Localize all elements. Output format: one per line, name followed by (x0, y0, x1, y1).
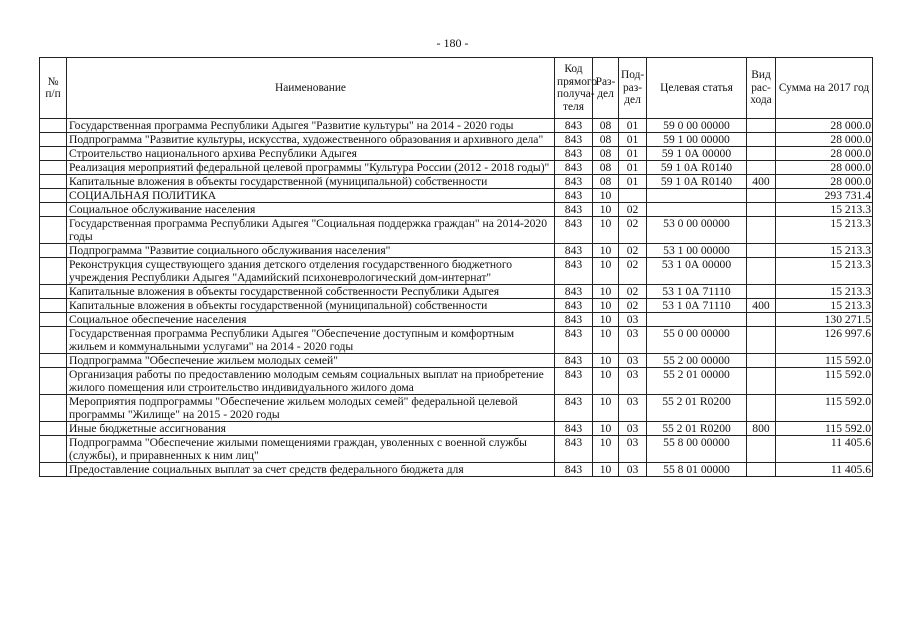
row-name: Мероприятия подпрограммы "Обеспечение жильем молодых семей" федеральной целевой программы "Жилище" на 2015 - 2020 годы (67, 395, 555, 422)
row-num (40, 133, 67, 147)
row-num (40, 147, 67, 161)
row-target: 55 2 01 R0200 (647, 395, 747, 422)
row-exp-type (747, 244, 776, 258)
row-section: 10 (593, 285, 619, 299)
row-name: Предоставление социальных выплат за счет средств федерального бюджета для (67, 463, 555, 477)
table-row (40, 161, 873, 175)
row-subsection: 03 (619, 327, 647, 354)
row-subsection: 01 (619, 147, 647, 161)
row-num (40, 422, 67, 436)
row-name: СОЦИАЛЬНАЯ ПОЛИТИКА (67, 189, 555, 203)
row-exp-type (747, 463, 776, 477)
row-sum: 130 271.5 (776, 313, 873, 327)
row-num (40, 299, 67, 313)
table-row (40, 313, 873, 327)
header-exp-type: Вид рас-хода (747, 58, 776, 119)
row-section: 10 (593, 327, 619, 354)
row-section: 10 (593, 299, 619, 313)
row-section: 10 (593, 217, 619, 244)
row-name: Реализация мероприятий федеральной целевой программы "Культура России (2012 - 2018 годы)" (67, 161, 555, 175)
row-exp-type (747, 436, 776, 463)
row-target (647, 313, 747, 327)
row-num (40, 258, 67, 285)
table-row (40, 327, 873, 354)
header-code: Код прямого получа-теля (555, 58, 593, 119)
header-sum: Сумма на 2017 год (776, 58, 873, 119)
row-target: 59 1 00 00000 (647, 133, 747, 147)
row-subsection: 02 (619, 203, 647, 217)
table-row (40, 258, 873, 285)
row-section: 08 (593, 147, 619, 161)
row-sum: 15 213.3 (776, 244, 873, 258)
row-sum: 115 592.0 (776, 368, 873, 395)
table-row (40, 463, 873, 477)
budget-table (39, 57, 873, 477)
table-row (40, 395, 873, 422)
row-section: 10 (593, 422, 619, 436)
row-subsection: 03 (619, 463, 647, 477)
row-exp-type (747, 119, 776, 133)
row-name: Иные бюджетные ассигнования (67, 422, 555, 436)
row-code: 843 (555, 119, 593, 133)
row-section: 08 (593, 161, 619, 175)
row-exp-type (747, 285, 776, 299)
row-code: 843 (555, 189, 593, 203)
header-target: Целевая статья (647, 58, 747, 119)
row-num (40, 217, 67, 244)
table-row (40, 189, 873, 203)
row-name: Организация работы по предоставлению молодым семьям социальных выплат на приобретение жилого помещения или строительство индивидуального жилого дома (67, 368, 555, 395)
row-num (40, 354, 67, 368)
row-exp-type (747, 203, 776, 217)
row-code: 843 (555, 422, 593, 436)
row-code: 843 (555, 203, 593, 217)
row-name: Реконструкция существующего здания детского отделения государственного бюджетного учреждения Республики Адыгея "Адамийский психоневрологический дом-интернат" (67, 258, 555, 285)
row-exp-type: 400 (747, 175, 776, 189)
row-section: 10 (593, 313, 619, 327)
table-row (40, 133, 873, 147)
row-subsection: 03 (619, 313, 647, 327)
row-target: 55 2 01 R0200 (647, 422, 747, 436)
row-section: 08 (593, 119, 619, 133)
row-target: 53 1 0А 71110 (647, 299, 747, 313)
row-target: 53 1 00 00000 (647, 244, 747, 258)
row-target: 59 1 0А 00000 (647, 147, 747, 161)
row-target: 53 0 00 00000 (647, 217, 747, 244)
row-target: 59 0 00 00000 (647, 119, 747, 133)
row-name: Капитальные вложения в объекты государственной (муниципальной) собственности (67, 299, 555, 313)
row-subsection: 02 (619, 217, 647, 244)
row-section: 10 (593, 258, 619, 285)
row-subsection: 02 (619, 285, 647, 299)
row-section: 08 (593, 133, 619, 147)
row-code: 843 (555, 327, 593, 354)
row-target (647, 203, 747, 217)
row-section: 08 (593, 175, 619, 189)
row-num (40, 436, 67, 463)
row-target: 55 8 00 00000 (647, 436, 747, 463)
row-exp-type (747, 354, 776, 368)
header-num: № п/п (40, 58, 67, 119)
row-sum: 126 997.6 (776, 327, 873, 354)
table-body (40, 119, 873, 477)
table-row (40, 119, 873, 133)
row-code: 843 (555, 395, 593, 422)
row-num (40, 175, 67, 189)
row-name: Государственная программа Республики Адыгея "Развитие культуры" на 2014 - 2020 годы (67, 119, 555, 133)
row-code: 843 (555, 147, 593, 161)
row-code: 843 (555, 299, 593, 313)
row-target: 53 1 0А 71110 (647, 285, 747, 299)
row-name: Государственная программа Республики Адыгея "Обеспечение доступным и комфортным жильем и коммунальными услугами" на 2014 - 2020 годы (67, 327, 555, 354)
row-section: 10 (593, 203, 619, 217)
row-target: 55 8 01 00000 (647, 463, 747, 477)
row-num (40, 285, 67, 299)
row-name: Социальное обслуживание населения (67, 203, 555, 217)
row-name: Строительство национального архива Республики Адыгея (67, 147, 555, 161)
row-subsection: 02 (619, 244, 647, 258)
row-exp-type (747, 189, 776, 203)
table-row (40, 147, 873, 161)
row-sum: 15 213.3 (776, 203, 873, 217)
row-subsection (619, 189, 647, 203)
row-target: 59 1 0А R0140 (647, 161, 747, 175)
row-name: Подпрограмма "Обеспечение жильем молодых семей" (67, 354, 555, 368)
table-row (40, 285, 873, 299)
table-row (40, 422, 873, 436)
row-subsection: 03 (619, 395, 647, 422)
row-exp-type: 400 (747, 299, 776, 313)
row-target: 55 0 00 00000 (647, 327, 747, 354)
row-section: 10 (593, 354, 619, 368)
table-row (40, 299, 873, 313)
row-num (40, 244, 67, 258)
row-num (40, 395, 67, 422)
table-row (40, 203, 873, 217)
row-subsection: 03 (619, 422, 647, 436)
row-section: 10 (593, 463, 619, 477)
row-sum: 28 000.0 (776, 119, 873, 133)
row-sum: 15 213.3 (776, 258, 873, 285)
row-target: 55 2 00 00000 (647, 354, 747, 368)
table-row (40, 175, 873, 189)
page-number: - 180 - (436, 36, 469, 50)
row-target: 55 2 01 00000 (647, 368, 747, 395)
row-num (40, 189, 67, 203)
row-code: 843 (555, 354, 593, 368)
row-name: Государственная программа Республики Адыгея "Социальная поддержка граждан" на 2014-2020 годы (67, 217, 555, 244)
row-subsection: 03 (619, 354, 647, 368)
row-name: Подпрограмма "Обеспечение жилыми помещениями граждан, уволенных с военной службы (службы), и приравненных к ним лиц" (67, 436, 555, 463)
row-num (40, 463, 67, 477)
table-row (40, 217, 873, 244)
row-sum: 11 405.6 (776, 463, 873, 477)
table-row (40, 354, 873, 368)
row-num (40, 368, 67, 395)
row-exp-type: 800 (747, 422, 776, 436)
row-target: 53 1 0А 00000 (647, 258, 747, 285)
row-num (40, 203, 67, 217)
row-code: 843 (555, 258, 593, 285)
row-code: 843 (555, 244, 593, 258)
row-section: 10 (593, 436, 619, 463)
row-name: Капитальные вложения в объекты государственной собственности Республики Адыгея (67, 285, 555, 299)
row-subsection: 01 (619, 133, 647, 147)
table-row (40, 368, 873, 395)
row-exp-type (747, 217, 776, 244)
header-row (40, 58, 873, 119)
header-name: Наименование (67, 58, 555, 119)
row-code: 843 (555, 436, 593, 463)
table-row (40, 244, 873, 258)
row-sum: 15 213.3 (776, 285, 873, 299)
row-subsection: 02 (619, 258, 647, 285)
row-section: 10 (593, 395, 619, 422)
row-sum: 293 731.4 (776, 189, 873, 203)
row-code: 843 (555, 133, 593, 147)
row-num (40, 119, 67, 133)
row-sum: 11 405.6 (776, 436, 873, 463)
row-code: 843 (555, 463, 593, 477)
row-num (40, 313, 67, 327)
row-target (647, 189, 747, 203)
row-sum: 15 213.3 (776, 217, 873, 244)
row-section: 10 (593, 189, 619, 203)
row-name: Подпрограмма "Развитие культуры, искусства, художественного образования и архивного дела" (67, 133, 555, 147)
row-sum: 28 000.0 (776, 147, 873, 161)
row-code: 843 (555, 285, 593, 299)
row-target: 59 1 0А R0140 (647, 175, 747, 189)
header-subsection: Под-раз-дел (619, 58, 647, 119)
row-subsection: 01 (619, 161, 647, 175)
row-subsection: 03 (619, 368, 647, 395)
row-section: 10 (593, 368, 619, 395)
row-code: 843 (555, 368, 593, 395)
row-exp-type (747, 327, 776, 354)
row-sum: 28 000.0 (776, 175, 873, 189)
row-exp-type (747, 133, 776, 147)
row-num (40, 161, 67, 175)
table-row (40, 436, 873, 463)
row-exp-type (747, 395, 776, 422)
row-exp-type (747, 368, 776, 395)
row-name: Капитальные вложения в объекты государственной (муниципальной) собственности (67, 175, 555, 189)
row-exp-type (747, 147, 776, 161)
row-sum: 15 213.3 (776, 299, 873, 313)
row-sum: 28 000.0 (776, 133, 873, 147)
row-subsection: 02 (619, 299, 647, 313)
row-sum: 115 592.0 (776, 422, 873, 436)
row-code: 843 (555, 217, 593, 244)
row-code: 843 (555, 161, 593, 175)
row-num (40, 327, 67, 354)
row-exp-type (747, 313, 776, 327)
row-exp-type (747, 258, 776, 285)
row-code: 843 (555, 175, 593, 189)
row-subsection: 01 (619, 175, 647, 189)
row-sum: 28 000.0 (776, 161, 873, 175)
row-subsection: 01 (619, 119, 647, 133)
row-section: 10 (593, 244, 619, 258)
row-sum: 115 592.0 (776, 354, 873, 368)
header-section: Раз-дел (593, 58, 619, 119)
row-exp-type (747, 161, 776, 175)
row-name: Подпрограмма "Развитие социального обслуживания населения" (67, 244, 555, 258)
row-code: 843 (555, 313, 593, 327)
row-name: Социальное обеспечение населения (67, 313, 555, 327)
row-subsection: 03 (619, 436, 647, 463)
row-sum: 115 592.0 (776, 395, 873, 422)
